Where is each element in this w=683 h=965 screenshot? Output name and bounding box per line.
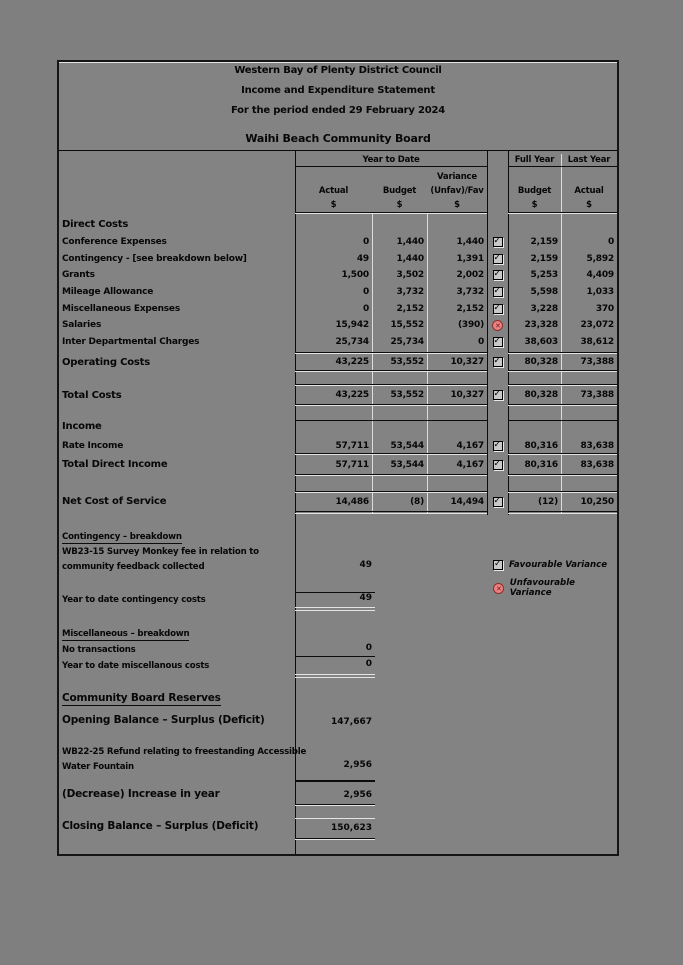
reserves-heading: Community Board Reserves [62,692,221,704]
actual-value: 15,942 [335,320,369,331]
variance-icon [493,390,503,400]
actual-value: 0 [362,287,369,298]
actual-value: 57,711 [335,459,369,470]
budget-value: (8) [410,496,424,507]
actual-value: 25,734 [335,336,369,347]
table-row-inter-departmental-charges [59,334,617,351]
table-row-net-cost-of-service [59,493,617,510]
budget-header: Budget [382,185,417,196]
table-row-contingency [59,251,617,268]
budget-value: 2,152 [396,303,424,314]
statement-document [57,60,619,856]
row-label: Mileage Allowance [62,287,154,298]
actual-value: 1,500 [341,270,369,281]
contingency-total-value: 49 [359,593,372,603]
variance-value: 2,002 [456,270,484,281]
variance-icon [493,337,503,347]
fy-budget-value: 5,598 [530,287,558,298]
budget-value: 25,734 [390,336,424,347]
contingency-breakdown-heading: Contingency – breakdown [62,532,182,542]
variance-icon [493,441,503,451]
row-label: Grants [62,270,95,281]
contingency-item-label: WB23-15 Survey Monkey fee in relation to community feedback collected [62,547,259,572]
misc-item-label: No transactions [62,645,136,655]
variance-value: (390) [457,320,484,331]
ly-actual-value: 5,892 [586,253,614,264]
ly-actual-value: 38,612 [580,336,614,347]
change-in-year-value: 2,956 [343,790,372,800]
row-label: Total Costs [62,389,122,401]
unfavourable-variance-icon [493,583,504,594]
reserves-item-label: WB22-25 Refund relating to freestanding Accessible Water Fountain [62,747,307,772]
actual-value: 49 [356,253,369,264]
fy-budget-value: 3,228 [530,303,558,314]
table-row-grants [59,267,617,284]
budget-value: 15,552 [390,320,424,331]
opening-balance-value: 147,667 [331,717,372,727]
table-row-conference-expenses [59,234,617,251]
variance-icon [493,237,503,247]
budget-value: 1,440 [396,253,424,264]
fy-budget-value: 2,159 [530,253,558,264]
ly-actual-value: 0 [607,237,614,248]
statement-title: Income and Expenditure Statement [241,85,435,96]
variance-icon [493,287,503,297]
period-title: For the period ended 29 February 2024 [230,105,446,116]
budget-value: 53,544 [390,459,424,470]
misc-total-label: Year to date miscellanous costs [62,661,210,671]
favourable-variance-icon [493,560,503,570]
top-highlight-line [59,62,617,63]
ly-actual-value: 83,638 [580,440,614,451]
org-title: Western Bay of Plenty District Council [234,65,442,76]
actual-header: Actual [318,185,349,196]
variance-value: 0 [477,336,484,347]
fy-budget-value: 5,253 [530,270,558,281]
variance-icon [493,460,503,470]
fy-budget-header: Budget [517,185,552,196]
fy-budget-value: 80,328 [524,357,558,367]
fy-budget-value: 2,159 [530,237,558,248]
variance-header: Variance [437,171,477,182]
legend-favourable [493,560,607,570]
dollar-sign: $ [531,199,538,210]
ly-actual-value: 4,409 [586,270,614,281]
ly-actual-value: 83,638 [580,459,614,470]
ytd-underline [295,166,487,167]
budget-value: 53,544 [390,440,424,451]
row-label: Net Cost of Service [62,496,167,507]
direct-costs-heading: Direct Costs [62,219,129,230]
table-row-miscellaneous-expenses [59,300,617,317]
budget-value: 53,552 [390,357,424,367]
misc-breakdown-heading: Miscellaneous – breakdown [62,629,190,639]
ly-actual-value: 10,250 [580,496,614,507]
actual-value: 0 [362,237,369,248]
variance-value: 10,327 [450,357,484,367]
row-label: Total Direct Income [62,459,168,470]
actual-value: 14,486 [335,496,369,507]
budget-value: 1,440 [396,237,424,248]
ly-actual-value: 73,388 [580,390,614,400]
row-label: Salaries [62,320,102,331]
table-header-dollars [59,199,617,210]
dollar-sign: $ [454,199,460,210]
contingency-total-label: Year to date contingency costs [62,595,206,605]
variance-icon [493,497,503,507]
variance-value: 14,494 [450,496,484,507]
misc-total-value: 0 [365,659,372,669]
fy-budget-value: 80,328 [524,390,558,400]
variance-value: 1,391 [456,253,484,264]
table-header-columns [59,185,617,196]
actual-value: 43,225 [335,390,369,400]
ly-actual-value: 23,072 [580,320,614,331]
budget-value: 3,732 [396,287,424,298]
table-row-total-direct-income [59,456,617,473]
income-heading: Income [62,421,102,432]
legend-unfavourable [493,578,617,598]
variance-value: 2,152 [456,303,484,314]
dollar-sign: $ [586,199,592,210]
lastyear-group-header: Last Year [567,155,611,165]
closing-balance-value: 150,623 [331,823,372,833]
reserves-item-value: 2,956 [343,760,372,770]
title-divider [59,150,617,151]
table-header-variance [59,171,617,182]
table-row-mileage-allowance [59,284,617,301]
variance-icon [493,357,503,367]
table-row-total-costs [59,387,617,403]
dollar-sign: $ [396,199,403,210]
variance-icon [493,254,503,264]
variance-icon [493,304,503,314]
row-label: Conference Expenses [62,237,167,248]
fy-budget-value: 80,316 [524,459,558,470]
variance-value: 3,732 [456,287,484,298]
table-row-rate-income [59,438,617,453]
actual-value: 57,711 [335,440,369,451]
row-label: Operating Costs [62,356,150,368]
variance-value: 1,440 [456,237,484,248]
budget-value: 53,552 [390,390,424,400]
fullyear-group-header: Full Year [514,155,555,165]
fy-budget-value: (12) [538,496,558,507]
opening-balance-label: Opening Balance – Surplus (Deficit) [62,714,265,726]
budget-value: 3,502 [396,270,424,281]
legend-favourable-label: Favourable Variance [509,560,608,570]
table-row-salaries [59,317,617,334]
row-label: Contingency - [see breakdown below] [62,253,247,264]
change-in-year-label: (Decrease) Increase in year [62,788,220,800]
variance-value: 4,167 [456,459,484,470]
ytd-group-header: Year to Date [362,155,420,165]
variance-icon [493,270,503,280]
fy-budget-value: 80,316 [524,440,558,451]
row-label: Inter Departmental Charges [62,336,200,347]
variance-icon [492,320,503,331]
legend-unfavourable-label: Unfavourable Variance [509,578,575,598]
ly-actual-header: Actual [574,185,604,196]
fy-budget-value: 38,603 [524,336,558,347]
fy-budget-value: 23,328 [524,320,558,331]
table-row-operating-costs [59,354,617,370]
board-title: Waihi Beach Community Board [245,132,431,145]
actual-value: 0 [362,303,369,314]
variance-value: 4,167 [456,440,484,451]
ly-actual-value: 1,033 [586,287,614,298]
variance-value: 10,327 [450,390,484,400]
unfavfav-header: (Unfav)/Fav [430,185,484,196]
table-header-groups [59,154,617,166]
dollar-sign: $ [330,199,337,210]
ly-actual-value: 370 [595,303,614,314]
misc-item-value: 0 [365,643,372,653]
row-label: Miscellaneous Expenses [62,303,180,314]
actual-value: 43,225 [335,357,369,367]
contingency-item-value: 49 [359,560,372,570]
row-label: Rate Income [62,440,124,451]
ly-actual-value: 73,388 [580,357,614,367]
fyly-underline [508,166,617,167]
closing-balance-label: Closing Balance – Surplus (Deficit) [62,820,259,832]
